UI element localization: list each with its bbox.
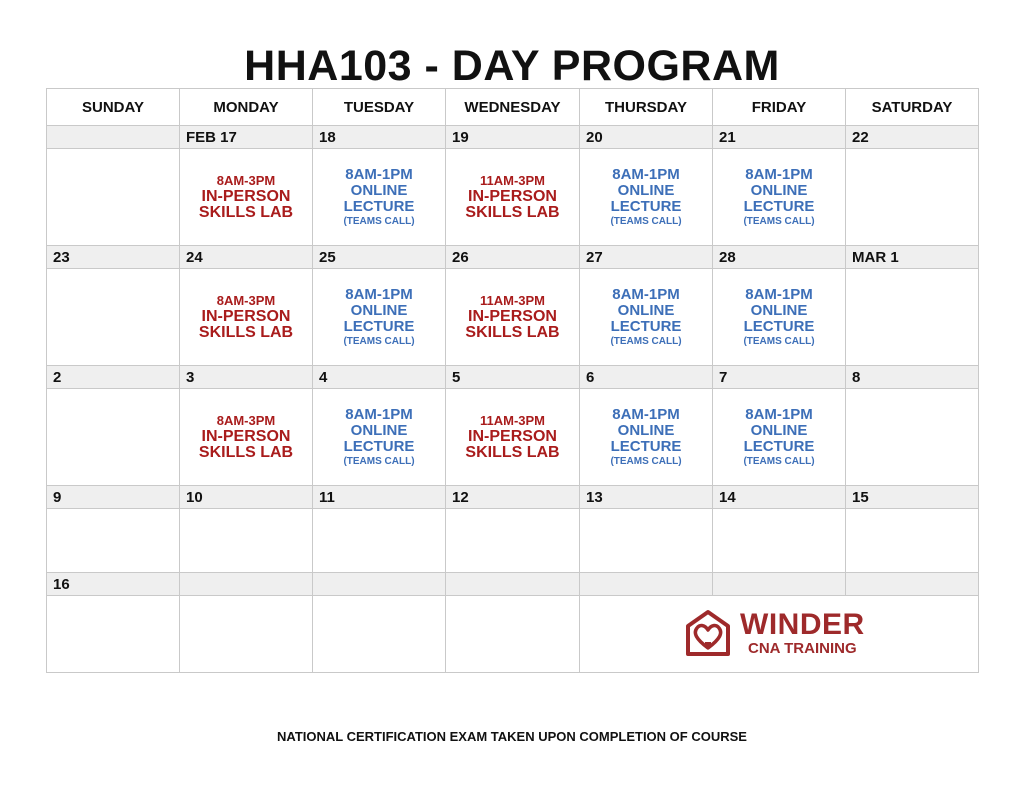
date-cell: 23 [47, 246, 180, 269]
date-cell: 24 [180, 246, 313, 269]
day-cell-empty [47, 509, 180, 573]
event-time: 8AM-1PM [345, 285, 413, 303]
event-skills-lab [446, 389, 580, 486]
event-skills-lab [180, 389, 313, 486]
week-2-events [47, 269, 979, 366]
day-cell-empty [47, 269, 180, 366]
date-cell: 9 [47, 486, 180, 509]
date-cell: 26 [446, 246, 580, 269]
event-online-lecture [580, 149, 713, 246]
date-cell: 19 [446, 126, 580, 149]
date-cell: 14 [713, 486, 846, 509]
event-line: LECTURE [343, 437, 415, 455]
event-line: ONLINE [617, 301, 675, 319]
event-line: LECTURE [610, 197, 682, 215]
event-note: (TEAMS CALL) [343, 335, 415, 347]
date-cell: 22 [846, 126, 979, 149]
date-cell: MAR 1 [846, 246, 979, 269]
calendar-grid [46, 88, 979, 673]
day-cell-empty [846, 269, 979, 366]
weekday-saturday: SATURDAY [846, 89, 979, 126]
date-cell: 13 [580, 486, 713, 509]
day-cell-empty [580, 509, 713, 573]
event-time: 8AM-3PM [216, 293, 276, 308]
day-cell-empty [446, 596, 580, 673]
date-cell: 6 [580, 366, 713, 389]
date-cell: 5 [446, 366, 580, 389]
event-line: ONLINE [350, 421, 408, 439]
event-time: 8AM-1PM [345, 165, 413, 183]
event-line: SKILLS LAB [198, 324, 294, 341]
date-cell: 15 [846, 486, 979, 509]
event-line: LECTURE [743, 197, 815, 215]
date-cell: 7 [713, 366, 846, 389]
event-time: 8AM-1PM [345, 405, 413, 423]
event-online-lecture [713, 269, 846, 366]
date-cell: 20 [580, 126, 713, 149]
date-cell [180, 573, 313, 596]
event-online-lecture [713, 149, 846, 246]
date-cell: 2 [47, 366, 180, 389]
logo-subtitle: CNA TRAINING [748, 640, 857, 657]
week-1-events [47, 149, 979, 246]
weekday-monday: MONDAY [180, 89, 313, 126]
event-line: SKILLS LAB [198, 204, 294, 221]
week-4-events [47, 509, 979, 573]
event-time: 11AM-3PM [479, 293, 546, 308]
week-4-dates [47, 486, 979, 509]
event-line: SKILLS LAB [465, 204, 560, 221]
date-cell: 25 [313, 246, 446, 269]
event-online-lecture [313, 269, 446, 366]
event-time: 8AM-1PM [612, 285, 680, 303]
date-cell: 8 [846, 366, 979, 389]
week-3-events [47, 389, 979, 486]
event-note: (TEAMS CALL) [610, 335, 682, 347]
event-online-lecture [580, 389, 713, 486]
event-line: LECTURE [610, 437, 682, 455]
date-cell [313, 573, 446, 596]
event-skills-lab [180, 269, 313, 366]
date-cell: 10 [180, 486, 313, 509]
day-cell-empty [313, 509, 446, 573]
event-time: 8AM-1PM [745, 405, 813, 423]
event-time: 8AM-1PM [745, 285, 813, 303]
event-line: SKILLS LAB [198, 444, 294, 461]
event-time: 8AM-1PM [612, 165, 680, 183]
day-cell-empty [713, 509, 846, 573]
week-1-dates [47, 126, 979, 149]
event-note: (TEAMS CALL) [743, 455, 815, 467]
date-cell: 27 [580, 246, 713, 269]
event-skills-lab [446, 269, 580, 366]
date-cell [446, 573, 580, 596]
logo-cell [580, 596, 979, 673]
event-line: IN-PERSON [468, 308, 557, 325]
day-cell-empty [180, 596, 313, 673]
weekday-header [47, 89, 979, 126]
event-time: 11AM-3PM [479, 413, 546, 428]
event-line: ONLINE [750, 421, 808, 439]
weekday-wednesday: WEDNESDAY [446, 89, 580, 126]
event-note: (TEAMS CALL) [743, 215, 815, 227]
event-note: (TEAMS CALL) [610, 215, 682, 227]
day-cell-empty [846, 509, 979, 573]
week-5-events [47, 596, 979, 673]
date-cell [713, 573, 846, 596]
event-line: SKILLS LAB [465, 444, 560, 461]
day-cell-empty [47, 596, 180, 673]
weekday-thursday: THURSDAY [580, 89, 713, 126]
day-cell-empty [47, 389, 180, 486]
logo-title: WINDER [740, 608, 865, 641]
event-note: (TEAMS CALL) [743, 335, 815, 347]
event-skills-lab [446, 149, 580, 246]
date-cell: 3 [180, 366, 313, 389]
event-line: SKILLS LAB [465, 324, 560, 341]
event-line: IN-PERSON [201, 188, 291, 205]
footer-note: NATIONAL CERTIFICATION EXAM TAKEN UPON COMPLETION OF COURSE [277, 729, 747, 744]
date-cell: 11 [313, 486, 446, 509]
event-line: IN-PERSON [201, 428, 291, 445]
event-online-lecture [580, 269, 713, 366]
event-line: ONLINE [350, 181, 408, 199]
event-note: (TEAMS CALL) [343, 455, 415, 467]
page-title: HHA103 - DAY PROGRAM [244, 42, 780, 90]
event-line: LECTURE [343, 197, 415, 215]
date-cell: 12 [446, 486, 580, 509]
event-line: LECTURE [343, 317, 415, 335]
event-line: ONLINE [617, 181, 675, 199]
weekday-friday: FRIDAY [713, 89, 846, 126]
date-cell [47, 126, 180, 149]
event-time: 8AM-1PM [612, 405, 680, 423]
event-online-lecture [313, 389, 446, 486]
event-line: ONLINE [750, 181, 808, 199]
date-cell: 28 [713, 246, 846, 269]
week-5-dates [47, 573, 979, 596]
event-online-lecture [713, 389, 846, 486]
event-line: ONLINE [350, 301, 408, 319]
winder-logo [682, 608, 865, 660]
date-cell [846, 573, 979, 596]
event-line: ONLINE [750, 301, 808, 319]
event-skills-lab [180, 149, 313, 246]
day-cell-empty [180, 509, 313, 573]
event-line: IN-PERSON [468, 428, 557, 445]
event-line: LECTURE [743, 437, 815, 455]
day-cell-empty [446, 509, 580, 573]
date-cell [580, 573, 713, 596]
event-line: LECTURE [610, 317, 682, 335]
week-2-dates [47, 246, 979, 269]
date-cell: 16 [47, 573, 180, 596]
day-cell-empty [47, 149, 180, 246]
day-cell-empty [313, 596, 446, 673]
event-time: 8AM-3PM [216, 413, 276, 428]
event-time: 11AM-3PM [479, 173, 546, 188]
event-note: (TEAMS CALL) [610, 455, 682, 467]
event-time: 8AM-3PM [216, 173, 276, 188]
date-cell: 21 [713, 126, 846, 149]
event-online-lecture [313, 149, 446, 246]
date-cell: 18 [313, 126, 446, 149]
week-3-dates [47, 366, 979, 389]
day-cell-empty [846, 389, 979, 486]
date-cell: FEB 17 [180, 126, 313, 149]
date-cell: 4 [313, 366, 446, 389]
day-cell-empty [846, 149, 979, 246]
event-line: IN-PERSON [201, 308, 291, 325]
event-line: LECTURE [743, 317, 815, 335]
event-line: ONLINE [617, 421, 675, 439]
house-heart-icon [682, 608, 734, 660]
weekday-tuesday: TUESDAY [313, 89, 446, 126]
event-time: 8AM-1PM [745, 165, 813, 183]
event-note: (TEAMS CALL) [343, 215, 415, 227]
event-line: IN-PERSON [468, 188, 557, 205]
weekday-sunday: SUNDAY [47, 89, 180, 126]
